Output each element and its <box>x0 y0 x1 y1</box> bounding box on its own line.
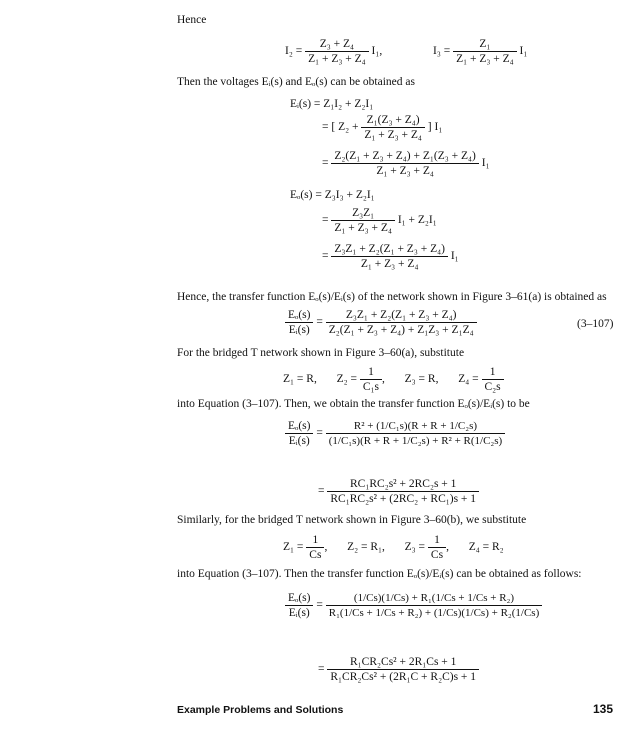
eq-i2-tail: I₁, <box>371 45 383 58</box>
eq-i2-lhs: I₂ = <box>285 45 303 58</box>
eq-sub-b-z3-den: Cs <box>430 549 444 561</box>
eq-result-a2-frac <box>327 478 479 505</box>
eq-sub-a: Z₁ = R, Z₂ = $\frac{1}{\text{C₁s}}$ , Z₃ = R, Z₄ = $\frac{1}{\text{C₂s}}$ <box>283 366 504 393</box>
eq-sub-a-z2-num: 1 <box>360 366 382 380</box>
eq-i2-den: Z₁ + Z₃ + Z₄ <box>308 53 366 65</box>
eq-result-b-den: R₁(1/Cs + 1/Cs + R₂) + (1/Cs)(1/Cs) + R₂(1/Cs) <box>328 607 540 619</box>
eq-eo-line2-num: Z₃Z₁ <box>331 207 395 221</box>
eq-result-b-lhs-num: Eₒ(s) <box>285 592 313 606</box>
eq-sub-b-z1-lhs: Z₁ = <box>283 541 304 554</box>
eq-result-b2-frac <box>327 656 479 683</box>
eq-result-a2-den: RC₁RC₂s² + (2RC₂ + RC₁)s + 1 <box>330 493 477 505</box>
eq-transfer <box>285 309 477 336</box>
text-transfer-intro: Hence, the transfer function Eₒ(s)/Eᵢ(s) of the network shown in Figure 3–61(a) is obtained as <box>177 291 607 303</box>
text-similarly: Similarly, for the bridged T network shown in Figure 3–60(b), we substitute <box>177 514 527 526</box>
eq-sub-b-z4: Z₄ = R₂ <box>468 541 504 554</box>
eq-sub-a-z4-num: 1 <box>482 366 504 380</box>
eq-ei-line2-frac <box>361 114 425 141</box>
eq-i3-frac <box>453 38 517 65</box>
eq-result-b2-den: R₁CR₂Cs² + (2R₁C + R₂C)s + 1 <box>330 671 477 683</box>
eq-result-a-rhs <box>326 420 505 447</box>
eq-eo-line3-num: Z₃Z₁ + Z₂(Z₁ + Z₃ + Z₄) <box>331 243 448 257</box>
eq-transfer-lhs <box>285 309 313 336</box>
eq-sub-b-z1-frac <box>306 534 324 561</box>
text-into-1: into Equation (3–107). Then, we obtain the transfer function Eₒ(s)/Eᵢ(s) to be <box>177 398 530 410</box>
eq-eo-line1: Eₒ(s) = Z₃I₃ + Z₂I₁ <box>290 189 375 201</box>
eq-result-b2-num: R₁CR₂Cs² + 2R₁Cs + 1 <box>327 656 479 670</box>
eq-result-b-eq: = <box>316 599 323 612</box>
eq-eo-line3-frac <box>331 243 448 270</box>
eq-sub-a-z4-den: C₂s <box>484 381 501 393</box>
text-bridged-a: For the bridged T network shown in Figure 3–60(a), substitute <box>177 347 465 359</box>
eq-result-a-lhs-den: Eᵢ(s) <box>288 435 310 447</box>
eq-result-a <box>285 420 505 447</box>
eq-transfer-rhs <box>326 309 477 336</box>
eq-ei-line3-den: Z₁ + Z₃ + Z₄ <box>376 165 434 177</box>
eq-sub-a-z1: Z₁ = R, <box>283 373 317 386</box>
eq-ei-line2-num: Z₁(Z₃ + Z₄) <box>361 114 425 128</box>
eq-sub-a-z2-den: C₁s <box>362 381 380 393</box>
eq-result-a2-num: RC₁RC₂s² + 2RC₂s + 1 <box>327 478 479 492</box>
eq-eo-line2 <box>322 207 437 234</box>
page-number: 135 <box>593 702 614 716</box>
eq-result-a-den: (1/C₁s)(R + R + 1/C₂s) + R² + R(1/C₂s) <box>328 435 503 447</box>
eq-sub-b-z3-frac <box>428 534 446 561</box>
eq-sub-b-z1-num: 1 <box>306 534 324 548</box>
eq-sub-a-z4-lhs: Z₄ = <box>458 373 479 386</box>
eq-i3-den: Z₁ + Z₃ + Z₄ <box>456 53 514 65</box>
eq-eo-line2-den: Z₁ + Z₃ + Z₄ <box>334 222 392 234</box>
eq-result-b-lhs-den: Eᵢ(s) <box>288 607 310 619</box>
eq-sub-a-z3: Z₃ = R, <box>404 373 439 386</box>
eq-ei-line2-pre: = [ Z₂ + <box>322 121 359 134</box>
eq-sub-b-z1-den: Cs <box>309 549 322 561</box>
eq-i3-tail: I₁ <box>519 45 528 58</box>
eq-result-a-eq: = <box>316 427 323 440</box>
eq-transfer-den: Z₂(Z₁ + Z₃ + Z₄) + Z₁Z₃ + Z₁Z₄ <box>328 324 474 336</box>
eq-result-a2-eq: = <box>318 485 325 498</box>
eq-result-b-lhs <box>285 592 313 619</box>
eq-eo-line3-eq: = <box>322 250 329 263</box>
eq-sub-b-z3-num: 1 <box>428 534 446 548</box>
eq-ei-line2 <box>322 114 442 141</box>
eq-i3 <box>433 38 527 65</box>
eq-result-a2 <box>318 478 479 505</box>
eq-i2-num: Z₃ + Z₄ <box>305 38 369 52</box>
eq-sub-a-z4-frac <box>482 366 504 393</box>
eq-transfer-lhs-den: Eᵢ(s) <box>288 324 310 336</box>
eq-transfer-num: Z₃Z₁ + Z₂(Z₁ + Z₃ + Z₄) <box>326 309 477 323</box>
eq-i3-lhs: I₃ = <box>433 45 451 58</box>
eq-result-b-rhs <box>326 592 543 619</box>
eq-result-a-lhs-num: Eₒ(s) <box>285 420 313 434</box>
eq-ei-line3-frac <box>331 150 479 177</box>
eq-transfer-eq: = <box>316 316 323 329</box>
eq-sub-b-z3-lhs: Z₃ = <box>404 541 426 554</box>
eq-ei-line1: Eᵢ(s) = Z₁I₂ + Z₂I₁ <box>290 98 374 110</box>
eq-eo-line3 <box>322 243 459 270</box>
eq-result-b-num: (1/Cs)(1/Cs) + R₁(1/Cs + 1/Cs + R₂) <box>326 592 543 606</box>
eq-sub-a-z2-frac <box>360 366 382 393</box>
eq-ei-line3 <box>322 150 490 177</box>
text-into-2: into Equation (3–107). Then the transfer function Eₒ(s)/Eᵢ(s) can be obtained as follows: <box>177 568 582 580</box>
equation-number: (3–107) <box>577 318 614 330</box>
eq-i2-frac <box>305 38 369 65</box>
eq-result-b2-eq: = <box>318 663 325 676</box>
footer-section-title: Example Problems and Solutions <box>177 704 344 716</box>
eq-eo-line2-post: I₁ + Z₂I₁ <box>397 214 437 227</box>
text-hence: Hence <box>177 14 207 26</box>
eq-eo-line3-post: I₁ <box>450 250 459 263</box>
eq-sub-b-z2: Z₂ = R₁, <box>347 541 385 554</box>
eq-result-a-num: R² + (1/C₁s)(R + R + 1/C₂s) <box>326 420 505 434</box>
eq-eo-line2-eq: = <box>322 214 329 227</box>
eq-sub-a-z2-lhs: Z₂ = <box>336 373 357 386</box>
eq-result-b <box>285 592 542 619</box>
eq-eo-line3-den: Z₁ + Z₃ + Z₄ <box>360 258 419 270</box>
eq-ei-line2-post: ] I₁ <box>427 121 443 134</box>
eq-i3-num: Z₁ <box>453 38 517 52</box>
eq-result-a-lhs <box>285 420 313 447</box>
eq-ei-line2-den: Z₁ + Z₃ + Z₄ <box>364 129 422 141</box>
eq-ei-line3-num: Z₂(Z₁ + Z₃ + Z₄) + Z₁(Z₃ + Z₄) <box>331 150 479 164</box>
eq-i2 <box>285 38 382 65</box>
eq-sub-b: Z₁ = $\frac{1}{Cs}$ , Z₂ = R₁, Z₃ = $\frac{1}{Cs}$ , Z₄ = R₂ <box>283 534 504 561</box>
eq-result-b2 <box>318 656 479 683</box>
eq-transfer-lhs-num: Eₒ(s) <box>285 309 313 323</box>
eq-ei-line3-post: I₁ <box>481 157 490 170</box>
eq-eo-line2-frac <box>331 207 395 234</box>
eq-ei-line3-eq: = <box>322 157 329 170</box>
text-voltages: Then the voltages Eᵢ(s) and Eₒ(s) can be obtained as <box>177 76 415 88</box>
